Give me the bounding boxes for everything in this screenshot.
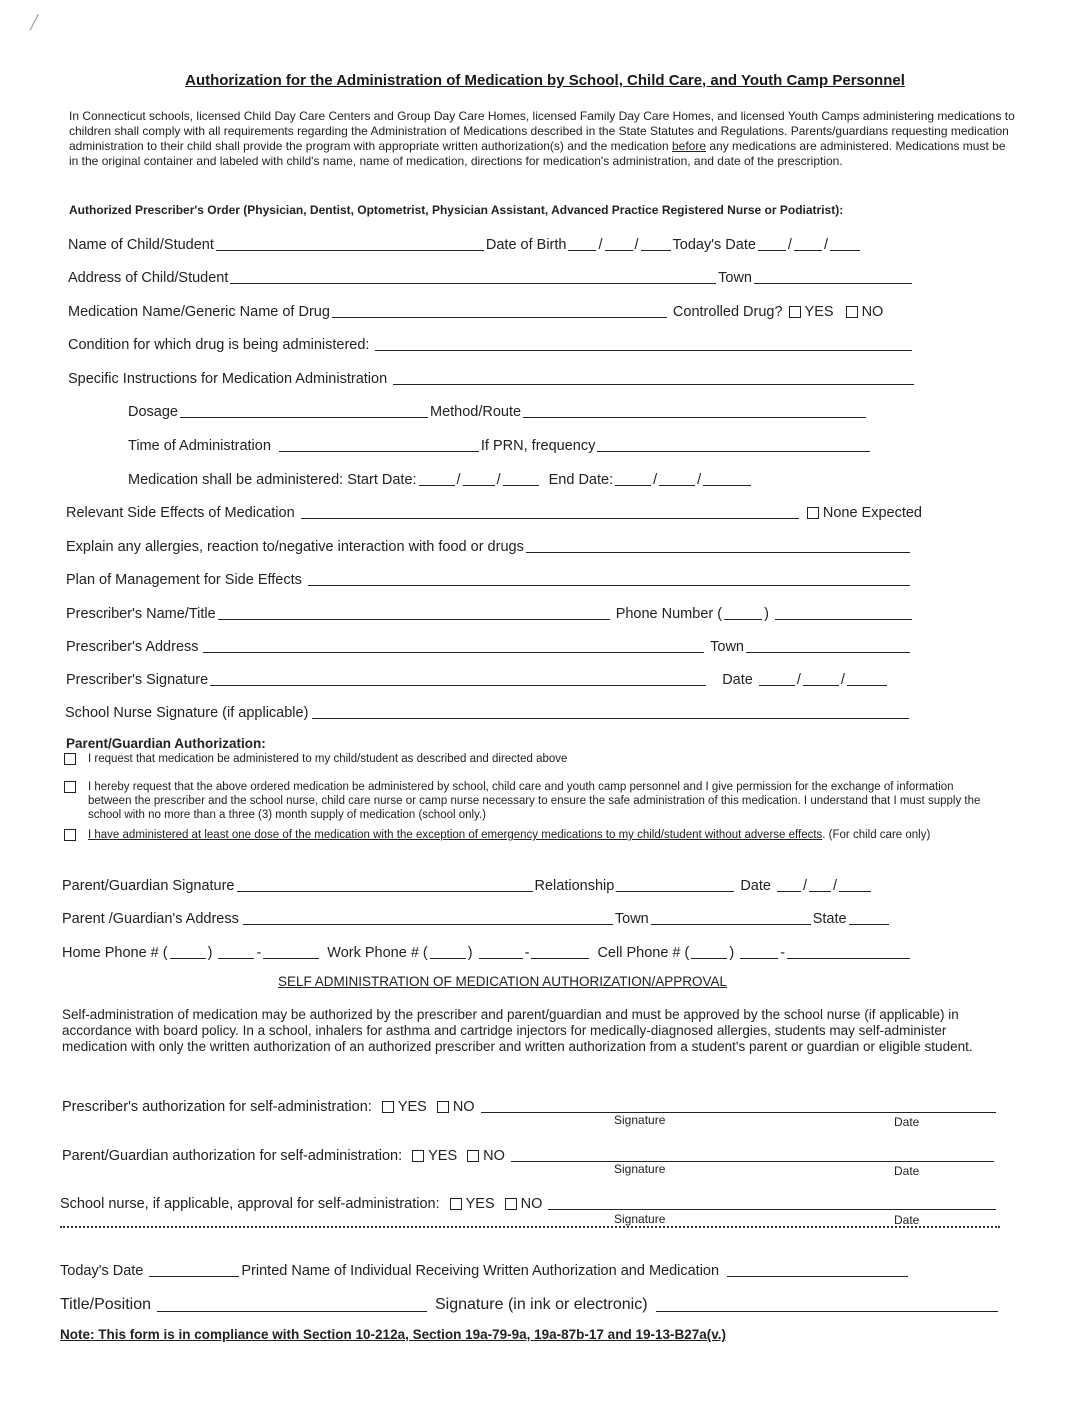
allergies-label: Explain any allergies, reaction to/negative interaction with food or drugs: [66, 539, 524, 555]
prescriber-date-day-field[interactable]: [803, 669, 839, 686]
dob-month-field[interactable]: [568, 234, 596, 251]
controlled-no-checkbox[interactable]: [846, 306, 858, 318]
parent-self-date-caption: Date: [894, 1164, 920, 1178]
parent-state-field[interactable]: [849, 908, 889, 925]
printed-name-label: Printed Name of Individual Receiving Written Authorization and Medication: [241, 1263, 720, 1279]
town-field[interactable]: [754, 267, 912, 284]
row-prescriber-self-auth: [62, 1093, 998, 1115]
prescriber-self-no-checkbox[interactable]: [437, 1101, 449, 1113]
prescriber-name-label: Prescriber's Name/Title: [66, 606, 216, 622]
none-expected-checkbox[interactable]: [807, 507, 819, 519]
parent-self-auth-label: Parent/Guardian authorization for self-administration:: [62, 1148, 403, 1164]
cell-phone-number-field[interactable]: [787, 942, 910, 959]
dotted-separator: [60, 1226, 1000, 1228]
phone-label: Phone Number (: [615, 606, 723, 622]
nurse-self-date-caption: Date: [894, 1213, 920, 1227]
parent-self-signature-caption: Signature: [614, 1162, 666, 1176]
address-field[interactable]: [230, 267, 716, 284]
prescriber-self-date-caption: Date: [894, 1115, 920, 1129]
row-address: [68, 264, 914, 286]
parent-date-day-field[interactable]: [809, 875, 831, 892]
title-position-label: Title/Position: [60, 1296, 151, 1313]
today-year-field[interactable]: [830, 234, 860, 251]
side-effects-label: Relevant Side Effects of Medication: [66, 505, 295, 521]
prescriber-signature-field[interactable]: [210, 669, 706, 686]
dob-day-field[interactable]: [605, 234, 633, 251]
intro-underlined: before: [671, 139, 707, 153]
parent-date-year-field[interactable]: [839, 875, 871, 892]
time-label: Time of Administration: [128, 438, 271, 454]
nurse-signature-field[interactable]: [312, 702, 909, 719]
parent-item-1: [88, 752, 988, 766]
home-phone-number-field[interactable]: [263, 942, 319, 959]
row-condition: [68, 331, 914, 353]
printed-name-field[interactable]: [727, 1260, 908, 1277]
plan-label: Plan of Management for Side Effects: [66, 572, 302, 588]
row-prescriber-signature: Prescriber's Signature Date / /: [66, 666, 912, 688]
town-label: Town: [718, 270, 752, 286]
row-medication-name: [68, 298, 928, 320]
prescriber-self-auth-label: Prescriber's authorization for self-administration:: [62, 1099, 372, 1115]
prescriber-town-label: Town: [710, 639, 744, 655]
prescriber-self-yes-label: YES: [397, 1099, 427, 1115]
phone-number-field[interactable]: [775, 603, 912, 620]
nurse-self-auth-label: School nurse, if applicable, approval for self-administration:: [60, 1196, 440, 1212]
end-year-field[interactable]: [703, 469, 751, 486]
condition-label: Condition for which drug is being administered:: [68, 337, 370, 353]
intro-paragraph: [69, 109, 1017, 169]
end-day-field[interactable]: [659, 469, 695, 486]
parent-self-yes-checkbox[interactable]: [412, 1150, 424, 1162]
parent-town-field[interactable]: [651, 908, 811, 925]
child-name-label: Name of Child/Student: [68, 237, 214, 253]
end-month-field[interactable]: [615, 469, 651, 486]
medication-name-label: Medication Name/Generic Name of Drug: [68, 304, 330, 320]
parent-item-1-checkbox[interactable]: [64, 753, 76, 765]
row-phones: Home Phone # ( ) - Work Phone # ( ) - Cell Phone # ( ) -: [62, 939, 912, 961]
parent-self-yes-label: YES: [428, 1148, 458, 1164]
parent-item-2: [88, 780, 1000, 822]
prescriber-town-field[interactable]: [746, 636, 910, 653]
row-plan: [66, 566, 912, 588]
compliance-note: Note: This form is in compliance with Section 10-212a, Section 19a-79-9a, 19a-87b-17 and 19-13-B27a(v.): [60, 1327, 726, 1342]
dosage-label: Dosage: [128, 404, 178, 420]
row-nurse-signature: [65, 699, 911, 721]
child-name-field[interactable]: [216, 234, 484, 251]
nurse-self-yes-label: YES: [465, 1196, 495, 1212]
relationship-label: Relationship: [534, 878, 615, 894]
nurse-self-no-checkbox[interactable]: [505, 1198, 517, 1210]
row-dosage: [128, 398, 868, 420]
dob-year-field[interactable]: [641, 234, 671, 251]
nurse-self-signature-caption: Signature: [614, 1212, 666, 1226]
parent-signature-label: Parent/Guardian Signature: [62, 878, 235, 894]
address-label: Address of Child/Student: [68, 270, 229, 286]
today-day-field[interactable]: [794, 234, 822, 251]
side-effects-field[interactable]: [301, 502, 799, 519]
row-prescriber-name: Prescriber's Name/Title Phone Number ( ): [66, 600, 914, 622]
parent-item-3-rest: . (For child care only): [822, 829, 931, 841]
parent-item-3: [88, 828, 1000, 842]
row-child-name: Name of Child/Student Date of Birth / / Today's Date / /: [68, 231, 918, 253]
start-year-field[interactable]: [503, 469, 539, 486]
start-date-label: Medication shall be administered: Start Date:: [128, 472, 417, 488]
parent-address-field[interactable]: [243, 908, 613, 925]
row-nurse-self-auth: [60, 1190, 998, 1212]
parent-date-label: Date: [740, 878, 771, 894]
footer-signature-label: Signature (in ink or electronic): [435, 1296, 648, 1313]
home-phone-prefix-field[interactable]: [218, 942, 254, 959]
row-receiving-individual: [60, 1257, 910, 1279]
intro-text-2: any medications are administered. Medications must be in the original container and labeled with child's name, name of medication, directions for medication's administration, and date of the prescription.: [69, 139, 1006, 168]
controlled-yes-label: YES: [804, 304, 834, 320]
parent-self-no-label: NO: [483, 1148, 505, 1164]
time-field[interactable]: [279, 435, 479, 452]
controlled-no-label: NO: [861, 304, 884, 320]
prescriber-address-field[interactable]: [203, 636, 705, 653]
nurse-signature-label: School Nurse Signature (if applicable): [65, 705, 309, 721]
parent-self-signature-field[interactable]: [511, 1145, 994, 1162]
prescriber-self-signature-caption: Signature: [614, 1113, 666, 1127]
today-month-field[interactable]: [758, 234, 786, 251]
row-instructions: [68, 365, 916, 387]
row-parent-signature: Parent/Guardian Signature Relationship Date / /: [62, 872, 908, 894]
footer-signature-field[interactable]: [656, 1295, 998, 1312]
start-day-field[interactable]: [463, 469, 495, 486]
medication-name-field[interactable]: [332, 301, 667, 318]
form-title: Authorization for the Administration of Medication by School, Child Care, and Youth Camp Personnel: [185, 72, 905, 89]
self-admin-title: SELF ADMINISTRATION OF MEDICATION AUTHORIZATION/APPROVAL: [278, 974, 728, 989]
footer-todays-date-label: Today's Date: [60, 1263, 144, 1279]
prescriber-date-year-field[interactable]: [847, 669, 887, 686]
parent-signature-field[interactable]: [237, 875, 533, 892]
prescriber-address-label: Prescriber's Address: [66, 639, 199, 655]
parent-address-label: Parent /Guardian's Address: [62, 911, 239, 927]
prescriber-signature-label: Prescriber's Signature: [66, 672, 209, 688]
parent-item-2-checkbox[interactable]: [64, 781, 76, 793]
home-phone-area-field[interactable]: [170, 942, 206, 959]
row-time: [128, 432, 872, 454]
controlled-drug-label: Controlled Drug?: [672, 304, 783, 320]
parent-item-3-underlined: I have administered at least one dose of the medication with the exception of emergency medications to my child/student without adverse effects: [88, 829, 823, 841]
row-parent-self-auth: [62, 1142, 996, 1164]
work-phone-number-field[interactable]: [531, 942, 589, 959]
parent-town-label: Town: [614, 911, 649, 927]
footer-todays-date-field[interactable]: [149, 1260, 239, 1277]
dosage-field[interactable]: [180, 401, 428, 418]
prescriber-date-month-field[interactable]: [759, 669, 795, 686]
row-parent-address: [62, 905, 912, 927]
dob-label: Date of Birth: [485, 237, 567, 253]
parent-item-2-text: I hereby request that the above ordered medication be administered by school, child care and youth camp personnel and I give permission for the exchange of information between the prescriber and the school nurse, child care nurse or camp nurse necessary to ensure the safe administration of this medication. I understand that I must supply the school with no more than a three (3) month supply of medication (school only.): [88, 781, 981, 821]
parent-state-label: State: [812, 911, 847, 927]
parent-self-no-checkbox[interactable]: [467, 1150, 479, 1162]
row-side-effects: [66, 499, 922, 521]
prn-label: If PRN, frequency: [480, 438, 596, 454]
row-allergies: [66, 533, 912, 555]
prescriber-date-label: Date: [722, 672, 753, 688]
cell-phone-label: Cell Phone # (: [597, 945, 690, 961]
cell-phone-prefix-field[interactable]: [740, 942, 778, 959]
work-phone-prefix-field[interactable]: [479, 942, 523, 959]
relationship-field[interactable]: [616, 875, 734, 892]
prescriber-name-field[interactable]: [218, 603, 610, 620]
instructions-field[interactable]: [393, 368, 914, 385]
title-position-field[interactable]: [157, 1295, 427, 1312]
nurse-self-yes-checkbox[interactable]: [450, 1198, 462, 1210]
allergies-field[interactable]: [526, 536, 910, 553]
prescriber-self-yes-checkbox[interactable]: [382, 1101, 394, 1113]
parent-date-month-field[interactable]: [777, 875, 801, 892]
intro-text-1: In Connecticut schools, licensed Child Day Care Centers and Group Day Care Homes, licensed Family Day Care Homes, and licensed Youth Camps administering medications to children shall comply with all requirements regarding the Administration of Medications described in the State Statutes and Regulations. Parents/guardians requesting medication administration to their child shall provide the program with appropriate written authorization(s) and the medication: [69, 109, 1015, 153]
condition-field[interactable]: [375, 334, 912, 351]
parent-item-3-checkbox[interactable]: [64, 829, 76, 841]
cell-phone-area-field[interactable]: [691, 942, 727, 959]
prescriber-self-signature-field[interactable]: [481, 1096, 996, 1113]
parent-authorization-heading: Parent/Guardian Authorization:: [66, 736, 266, 751]
work-phone-label: Work Phone # (: [327, 945, 428, 961]
home-phone-label: Home Phone # (: [62, 945, 168, 961]
none-expected-label: None Expected: [822, 505, 922, 521]
method-label: Method/Route: [429, 404, 522, 420]
prescriber-order-heading: Authorized Prescriber's Order (Physician, Dentist, Optometrist, Physician Assistant, Advanced Practice Registered Nurse or Podiatrist):: [69, 203, 844, 217]
phone-area-field[interactable]: [724, 603, 762, 620]
plan-field[interactable]: [308, 569, 910, 586]
method-field[interactable]: [523, 401, 866, 418]
row-title-position: [60, 1292, 1000, 1314]
nurse-self-no-label: NO: [520, 1196, 543, 1212]
row-prescriber-address: [66, 633, 912, 655]
controlled-yes-checkbox[interactable]: [789, 306, 801, 318]
scan-artifact: ╱: [30, 14, 39, 30]
prn-field[interactable]: [597, 435, 870, 452]
todays-date-label: Today's Date: [672, 237, 756, 253]
instructions-label: Specific Instructions for Medication Administration: [68, 371, 388, 387]
parent-item-1-text: I request that medication be administered to my child/student as described and directed above: [88, 753, 568, 765]
prescriber-self-no-label: NO: [452, 1099, 475, 1115]
start-month-field[interactable]: [419, 469, 455, 486]
end-date-label: End Date:: [548, 472, 614, 488]
self-admin-text: Self-administration of medication may be authorized by the prescriber and parent/guardian and must be approved by the school nurse (if applicable) in accordance with board policy. In a school, inhalers for asthma and cartridge injectors for medically-diagnosed allergies, students may self-administer medication with only the written authorization of an authorized prescriber and written authorization from a student's parent or guardian or eligible student.: [62, 1007, 973, 1054]
work-phone-area-field[interactable]: [430, 942, 466, 959]
nurse-self-signature-field[interactable]: [548, 1193, 996, 1210]
row-admin-period: Medication shall be administered: Start Date: / / End Date: / /: [128, 466, 818, 488]
